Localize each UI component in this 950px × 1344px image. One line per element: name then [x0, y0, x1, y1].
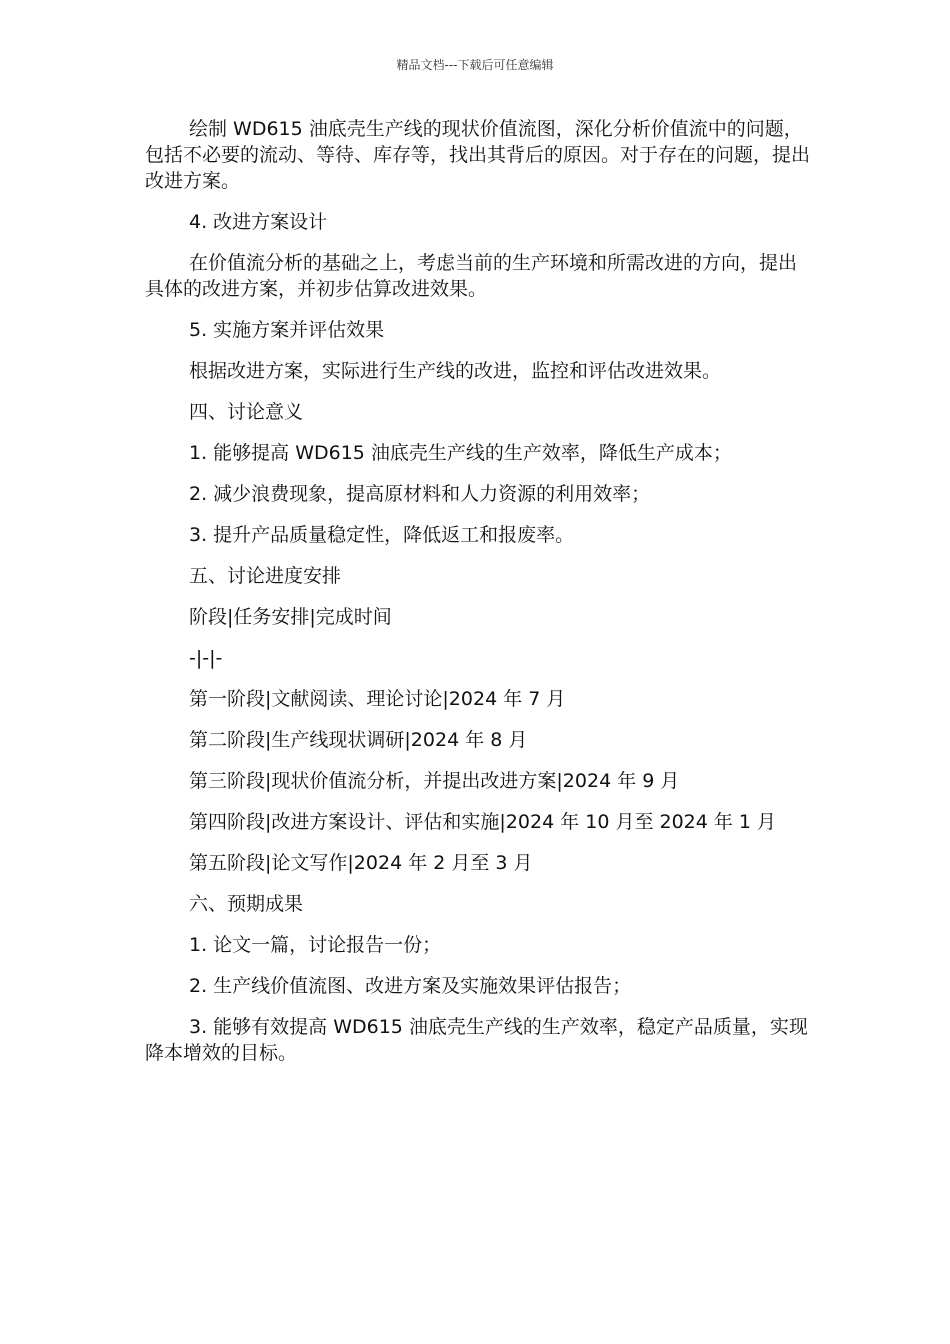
heading-improvement-design: 4. 改进方案设计: [189, 211, 328, 233]
schedule-table-header: 阶段|任务安排|完成时间: [189, 606, 392, 628]
schedule-row-2: 第二阶段|生产线现状调研|2024 年 8 月: [189, 729, 528, 751]
list-item-significance-1: 1. 能够提高 WD615 油底壳生产线的生产效率，降低生产成本；: [189, 442, 732, 464]
page-header: 精品文档---下载后可任意编辑: [396, 58, 554, 72]
document-body: [145, 116, 810, 1081]
section-heading-expected-results: 六、预期成果: [189, 893, 304, 915]
schedule-row-4: 第四阶段|改进方案设计、评估和实施|2024 年 10 月至 2024 年 1 月: [189, 811, 777, 833]
list-item-result-1: 1. 论文一篇，讨论报告一份；: [189, 934, 442, 956]
heading-implementation: 5. 实施方案并评估效果: [189, 319, 385, 341]
schedule-row-5: 第五阶段|论文写作|2024 年 2 月至 3 月: [189, 852, 533, 874]
list-item-result-2: 2. 生产线价值流图、改进方案及实施效果评估报告；: [189, 975, 632, 997]
section-heading-schedule: 五、讨论进度安排: [189, 565, 342, 587]
list-item-result-3: 3. 能够有效提高 WD615 油底壳生产线的生产效率，稳定产品质量，实现降本增效的目标。: [145, 1016, 808, 1064]
section-heading-significance: 四、讨论意义: [189, 401, 304, 423]
schedule-row-1: 第一阶段|文献阅读、理论讨论|2024 年 7 月: [189, 688, 566, 710]
list-item-significance-3: 3. 提升产品质量稳定性，降低返工和报废率。: [189, 524, 575, 546]
schedule-row-3: 第三阶段|现状价值流分析，并提出改进方案|2024 年 9 月: [189, 770, 680, 792]
paragraph-improvement-design: 在价值流分析的基础之上，考虑当前的生产环境和所需改进的方向，提出具体的改进方案，并初步估算改进效果。: [145, 252, 798, 300]
list-item-significance-2: 2. 减少浪费现象，提高原材料和人力资源的利用效率；: [189, 483, 651, 505]
paragraph-implementation: 根据改进方案，实际进行生产线的改进，监控和评估改进效果。: [189, 360, 722, 382]
paragraph-value-stream-mapping: 绘制 WD615 油底壳生产线的现状价值流图，深化分析价值流中的问题，包括不必要的流动、等待、库存等，找出其背后的原因。对于存在的问题，提出改进方案。: [145, 118, 811, 192]
schedule-table-separator: -|-|-: [189, 647, 223, 669]
